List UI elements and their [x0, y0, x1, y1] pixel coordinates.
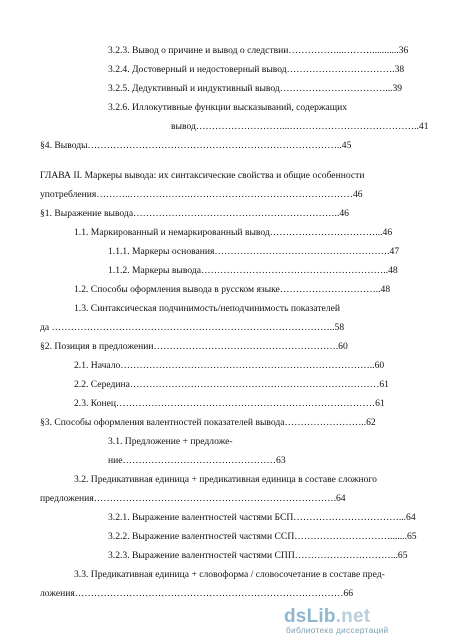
toc-entry: 3.1. Предложение + предложе-: [108, 436, 233, 447]
toc-entry: 1.1.2. Маркеры вывода…………………………………………………..48: [108, 265, 398, 276]
toc-entry: 2.3. Конец………………………………………………………………………61: [74, 398, 385, 409]
toc-entry: 1.1. Маркированный и немаркированный вывод……………………………...46: [74, 227, 393, 238]
toc-entry: 1.2. Способы оформления вывода в русском языке…………………………..48: [74, 284, 391, 295]
toc-entry: ние…………………………………………63: [108, 455, 286, 466]
toc-entry: 3.3. Предикативная единица + словоформа / словосочетание в составе пред-: [74, 569, 385, 580]
dslib-logo: dsLib.net: [284, 606, 371, 627]
toc-entry: 2.1. Начало……………………………………………………………………..60: [74, 360, 385, 371]
toc-entry: да ……………………………………………………………………………..58: [40, 322, 345, 333]
toc-entry: 1.3. Синтаксическая подчинимость/неподчинимость показателей: [74, 303, 340, 314]
toc-entry: предложения………………………………………………………………….64: [40, 493, 346, 504]
toc-entry: §2. Позиция в предложении………………………………………………….60: [40, 341, 348, 352]
toc-entry: вывод………………………...…………………………………..41: [171, 121, 429, 132]
toc-entry: ложения…………………………………………………………………………66: [40, 588, 354, 599]
toc-entry: 3.2.2. Выражение валентностей частями ССП………………………….......65: [108, 531, 417, 542]
toc-entry: §3. Способы оформления валентностей показателей вывода……………………..62: [40, 417, 376, 428]
toc-entry: 3.2.1. Выражение валентностей частями БСП……………………………...64: [108, 512, 416, 523]
chapter-heading: ГЛАВА II. Маркеры вывода: их синтаксические свойства и общие особенности: [40, 170, 365, 181]
toc-entry: 3.2.5. Дедуктивный и индуктивный вывод……………………………...39: [108, 83, 403, 94]
toc-entry: употребления………..……………….……………………………………………46: [40, 189, 363, 200]
toc-entry: 2.2. Середина……………………………………………………………………61: [74, 379, 389, 390]
toc-entry: 3.2.3. Выражение валентностей частями СПП…………………………...65: [108, 550, 408, 561]
toc-entry: 3.2. Предикативная единица + предикативная единица в составе сложного: [74, 474, 377, 485]
toc-entry: 3.2.4. Достоверный и недостоверный вывод…………………………….38: [108, 64, 405, 75]
toc-entry: 1.1.1. Маркеры основания……………………………………………….47: [108, 246, 400, 257]
dslib-watermark: [284, 606, 444, 634]
toc-entry: §1. Выражение вывода………………………………………………………..46: [40, 208, 349, 219]
toc-entry: 3.2.6. Иллокутивные функции высказываний, содержащих: [108, 102, 348, 113]
toc-entry: 3.2.3. Вывод о причине и вывод о следствии……………...………...........36: [108, 45, 409, 56]
toc-entry: §4. Выводы……………………………………………………………………..45: [40, 140, 352, 151]
watermark-subtitle: библиотека диссертаций: [286, 625, 389, 635]
